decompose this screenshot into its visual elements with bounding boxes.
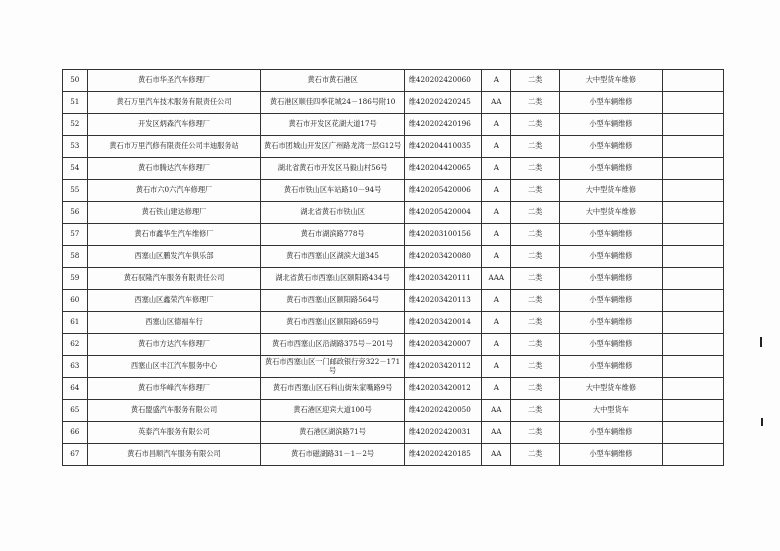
repair-class: 二类 — [511, 356, 560, 378]
credit-level: AA — [482, 92, 511, 114]
repair-class: 二类 — [511, 312, 560, 334]
credit-level: AA — [482, 400, 511, 422]
license-number: 维420203420080 — [404, 246, 482, 268]
repair-class: 二类 — [511, 136, 560, 158]
table-row — [63, 356, 724, 378]
credit-level: A — [482, 158, 511, 180]
shop-address: 湖北省黄石市开发区马毅山村56号 — [261, 158, 404, 180]
shop-name: 西塞山区丰江汽车服务中心 — [87, 356, 261, 378]
repair-class: 二类 — [511, 422, 560, 444]
empty-cell — [662, 136, 723, 158]
empty-cell — [662, 290, 723, 312]
repair-class: 二类 — [511, 70, 560, 92]
shop-name: 黄石盟盛汽车服务有限公司 — [87, 400, 261, 422]
table-row — [63, 224, 724, 246]
shop-name: 开发区炳森汽车修理厂 — [87, 114, 261, 136]
shop-name: 黄石万里汽车技术服务有限责任公司 — [87, 92, 261, 114]
license-number: 维420203420112 — [404, 356, 482, 378]
scan-edge-mark — [760, 337, 762, 347]
license-number: 维420202420245 — [404, 92, 482, 114]
empty-cell — [662, 70, 723, 92]
repair-class: 二类 — [511, 224, 560, 246]
license-number: 维420203420007 — [404, 334, 482, 356]
row-number: 62 — [63, 334, 88, 356]
credit-level: A — [482, 136, 511, 158]
shop-address: 湖北省黄石市铁山区 — [261, 202, 404, 224]
row-number: 58 — [63, 246, 88, 268]
table-row — [63, 312, 724, 334]
license-number: 维420202420185 — [404, 444, 482, 466]
shop-name: 黄石市昌顺汽车服务有限公司 — [87, 444, 261, 466]
license-number: 维420202420196 — [404, 114, 482, 136]
license-number: 维420204420065 — [404, 158, 482, 180]
repair-class: 二类 — [511, 202, 560, 224]
shop-name: 黄石驭隆汽车服务有限责任公司 — [87, 268, 261, 290]
repair-shop-registry-table — [62, 69, 724, 466]
repair-class: 二类 — [511, 92, 560, 114]
shop-address: 湖北省黄石市西塞山区颐阳路434号 — [261, 268, 404, 290]
empty-cell — [662, 334, 723, 356]
row-number: 52 — [63, 114, 88, 136]
table-row — [63, 378, 724, 400]
table-row — [63, 400, 724, 422]
business-scope: 小型车辆维修 — [560, 312, 662, 334]
row-number: 56 — [63, 202, 88, 224]
license-number: 维420202420060 — [404, 70, 482, 92]
credit-level: A — [482, 70, 511, 92]
empty-cell — [662, 202, 723, 224]
empty-cell — [662, 158, 723, 180]
credit-level: A — [482, 378, 511, 400]
license-number: 维420202420050 — [404, 400, 482, 422]
empty-cell — [662, 444, 723, 466]
business-scope: 小型车辆维修 — [560, 334, 662, 356]
repair-class: 二类 — [511, 444, 560, 466]
shop-name: 黄石市腾达汽车修理厂 — [87, 158, 261, 180]
shop-name: 英泰汽车服务有限公司 — [87, 422, 261, 444]
table-row — [63, 268, 724, 290]
table-row — [63, 444, 724, 466]
shop-name: 黄石市华圣汽车修理厂 — [87, 70, 261, 92]
business-scope: 小型车辆维修 — [560, 136, 662, 158]
row-number: 64 — [63, 378, 88, 400]
shop-name: 西塞山区鑫荣汽车修理厂 — [87, 290, 261, 312]
empty-cell — [662, 224, 723, 246]
business-scope: 小型车辆维修 — [560, 158, 662, 180]
license-number: 维420203100156 — [404, 224, 482, 246]
license-number: 维420203420012 — [404, 378, 482, 400]
credit-level: A — [482, 246, 511, 268]
repair-class: 二类 — [511, 114, 560, 136]
table-row — [63, 158, 724, 180]
credit-level: AAA — [482, 268, 511, 290]
license-number: 维420204410035 — [404, 136, 482, 158]
credit-level: A — [482, 312, 511, 334]
shop-name: 黄石市方达汽车修理厂 — [87, 334, 261, 356]
license-number: 维420202420031 — [404, 422, 482, 444]
repair-class: 二类 — [511, 334, 560, 356]
table-body — [63, 70, 724, 466]
repair-class: 二类 — [511, 378, 560, 400]
empty-cell — [662, 246, 723, 268]
row-number: 50 — [63, 70, 88, 92]
row-number: 63 — [63, 356, 88, 378]
shop-address: 黄石市西塞山区颐阳路564号 — [261, 290, 404, 312]
repair-class: 二类 — [511, 268, 560, 290]
business-scope: 小型车辆维修 — [560, 422, 662, 444]
row-number: 51 — [63, 92, 88, 114]
license-number: 维420203420014 — [404, 312, 482, 334]
row-number: 65 — [63, 400, 88, 422]
shop-address: 黄石市铁山区车站路10－94号 — [261, 180, 404, 202]
row-number: 59 — [63, 268, 88, 290]
empty-cell — [662, 92, 723, 114]
shop-address: 黄石市磁湖路31－1－2号 — [261, 444, 404, 466]
shop-address: 黄石港区迎宾大道100号 — [261, 400, 404, 422]
empty-cell — [662, 422, 723, 444]
row-number: 53 — [63, 136, 88, 158]
shop-address: 黄石港区湖滨路71号 — [261, 422, 404, 444]
row-number: 60 — [63, 290, 88, 312]
shop-address: 黄石市西塞山区沿湖路375号－201号 — [261, 334, 404, 356]
license-number: 维420203420113 — [404, 290, 482, 312]
credit-level: A — [482, 114, 511, 136]
business-scope: 小型车辆维修 — [560, 246, 662, 268]
shop-name: 西塞山区德福车行 — [87, 312, 261, 334]
business-scope: 大中型货车维修 — [560, 70, 662, 92]
credit-level: A — [482, 180, 511, 202]
row-number: 55 — [63, 180, 88, 202]
credit-level: A — [482, 334, 511, 356]
credit-level: AA — [482, 422, 511, 444]
credit-level: A — [482, 290, 511, 312]
scan-edge-mark — [761, 418, 763, 426]
table-row — [63, 290, 724, 312]
repair-class: 二类 — [511, 246, 560, 268]
business-scope: 大中型货车维修 — [560, 180, 662, 202]
business-scope: 小型车辆维修 — [560, 92, 662, 114]
shop-address: 黄石市开发区花湖大道17号 — [261, 114, 404, 136]
shop-name: 黄石市六0六汽车修理厂 — [87, 180, 261, 202]
shop-address: 黄石市西塞山区石料山街朱家嘴路9号 — [261, 378, 404, 400]
shop-name: 黄石市万里汽修有限责任公司丰迪服务站 — [87, 136, 261, 158]
table-row — [63, 70, 724, 92]
repair-class: 二类 — [511, 180, 560, 202]
credit-level: AA — [482, 444, 511, 466]
row-number: 54 — [63, 158, 88, 180]
business-scope: 小型车辆维修 — [560, 290, 662, 312]
license-number: 维420205420004 — [404, 202, 482, 224]
shop-name: 黄石市华峰汽车修理厂 — [87, 378, 261, 400]
table-row — [63, 246, 724, 268]
shop-name: 西塞山区鹏发汽车俱乐部 — [87, 246, 261, 268]
empty-cell — [662, 378, 723, 400]
empty-cell — [662, 114, 723, 136]
row-number: 66 — [63, 422, 88, 444]
table-row — [63, 180, 724, 202]
business-scope: 小型车辆维修 — [560, 114, 662, 136]
empty-cell — [662, 400, 723, 422]
business-scope: 大中型货车 — [560, 400, 662, 422]
shop-address: 黄石市西塞山区湖滨大道345 — [261, 246, 404, 268]
shop-name: 黄石市鑫华生汽车维修厂 — [87, 224, 261, 246]
credit-level: A — [482, 224, 511, 246]
shop-address: 黄石港区顺佳四季花城24－186号附10 — [261, 92, 404, 114]
business-scope: 小型车辆维修 — [560, 268, 662, 290]
table-row — [63, 92, 724, 114]
empty-cell — [662, 268, 723, 290]
table-row — [63, 114, 724, 136]
row-number: 67 — [63, 444, 88, 466]
credit-level: A — [482, 202, 511, 224]
credit-level: A — [482, 356, 511, 378]
license-number: 维420205420006 — [404, 180, 482, 202]
repair-class: 二类 — [511, 158, 560, 180]
shop-name: 黄石铁山建达修理厂 — [87, 202, 261, 224]
business-scope: 大中型货车维修 — [560, 202, 662, 224]
license-number: 维420203420111 — [404, 268, 482, 290]
empty-cell — [662, 312, 723, 334]
shop-address: 黄石市团城山开发区广州路龙湾一层G12号 — [261, 136, 404, 158]
empty-cell — [662, 180, 723, 202]
repair-class: 二类 — [511, 290, 560, 312]
business-scope: 小型车辆维修 — [560, 224, 662, 246]
shop-address: 黄石市西塞山区颐阳路659号 — [261, 312, 404, 334]
business-scope: 小型车辆维修 — [560, 444, 662, 466]
shop-address: 黄石市黄石港区 — [261, 70, 404, 92]
shop-address: 黄石市西塞山区一门邮政银行旁322－171号 — [261, 356, 404, 378]
empty-cell — [662, 356, 723, 378]
row-number: 57 — [63, 224, 88, 246]
row-number: 61 — [63, 312, 88, 334]
table-row — [63, 202, 724, 224]
business-scope: 大中型货车维修 — [560, 378, 662, 400]
shop-address: 黄石市湖滨路778号 — [261, 224, 404, 246]
table-row — [63, 422, 724, 444]
repair-class: 二类 — [511, 400, 560, 422]
table-row — [63, 136, 724, 158]
table-row — [63, 334, 724, 356]
business-scope: 小型车辆维修 — [560, 356, 662, 378]
